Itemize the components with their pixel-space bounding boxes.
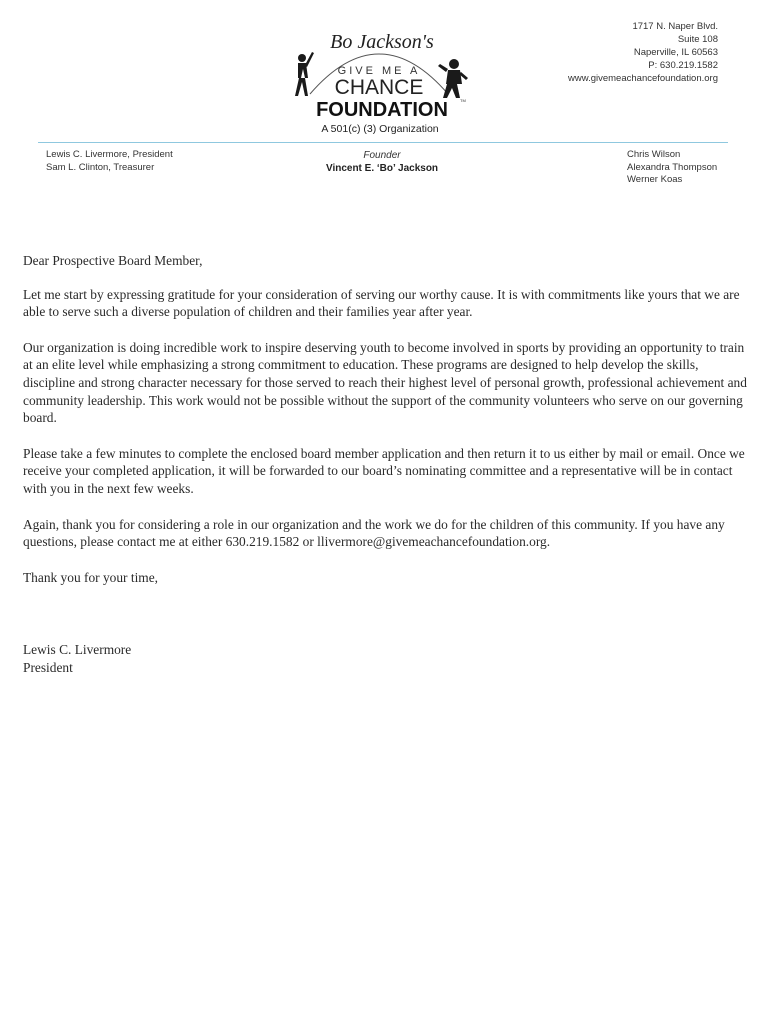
signature-block [23, 641, 749, 676]
officers-right [627, 149, 717, 187]
closing: Thank you for your time, [23, 569, 158, 585]
paragraph: Our organization is doing incredible work to inspire deserving youth to become involved in sports by providing an opportunity to train at an elite level while emphasizing a strong commitment to education. These programs are designed to help develop the skills, discipline and strong character necessary for those served to reach their highest level of personal growth, professional achievement and community leadership. This work would not be possible without the support of the community volunteers who serve on our governing board. [23, 339, 747, 426]
paragraph: Let me start by expressing gratitude for your consideration of serving our worthy cause. It is with commitments like yours that we are able to serve such a diverse population of children and their families year after year. [23, 286, 740, 320]
paragraph: Again, thank you for considering a role in our organization and the work we do for the children of this community. If you have any questions, please contact me at either 630.219.1582 or llivermore@givemeachancefoundation.org. [23, 516, 725, 550]
address-street: 1717 N. Naper Blvd. [632, 21, 718, 32]
logo-line1: GIVE ME A [337, 65, 421, 77]
football-player-icon [438, 59, 468, 98]
signer-name: Lewis C. Livermore [23, 642, 132, 658]
paragraph: Please take a few minutes to complete the enclosed board member application and then return it to us either by mail or email. Once we receive your completed application, it will be forwarded to our board’s nominating committee and a representative will be in contact with you in the next few weeks. [23, 445, 745, 496]
founder-name: Vincent E. ‘Bo’ Jackson [325, 163, 439, 174]
founder-label: Founder [363, 150, 401, 161]
officers-left [46, 149, 173, 174]
signer-title: President [23, 659, 73, 675]
header-divider [38, 142, 728, 143]
logo-line3: FOUNDATION [316, 99, 448, 121]
address-phone: P: 630.219.1582 [648, 60, 718, 71]
board-member: Werner Koas [627, 174, 683, 185]
address-city: Naperville, IL 60563 [633, 47, 718, 58]
founder-block [282, 149, 482, 175]
organization-subtitle: A 501(c) (3) Organization [321, 123, 439, 135]
address-website: www.givemeachancefoundation.org [568, 73, 718, 84]
logo-signature: Bo Jackson's [330, 31, 434, 53]
letter-body [23, 252, 749, 677]
salutation: Dear Prospective Board Member, [23, 253, 203, 268]
address-suite: Suite 108 [677, 34, 718, 45]
board-member: Chris Wilson [627, 149, 681, 160]
officer-president: Lewis C. Livermore, President [46, 149, 173, 160]
baseball-player-icon [295, 52, 314, 96]
officer-treasurer: Sam L. Clinton, Treasurer [46, 161, 155, 173]
board-member: Alexandra Thompson [627, 161, 718, 173]
foundation-logo [288, 22, 470, 122]
address-block [568, 20, 718, 85]
logo-trademark: TM [460, 98, 466, 103]
logo-line2: CHANCE [334, 76, 424, 99]
